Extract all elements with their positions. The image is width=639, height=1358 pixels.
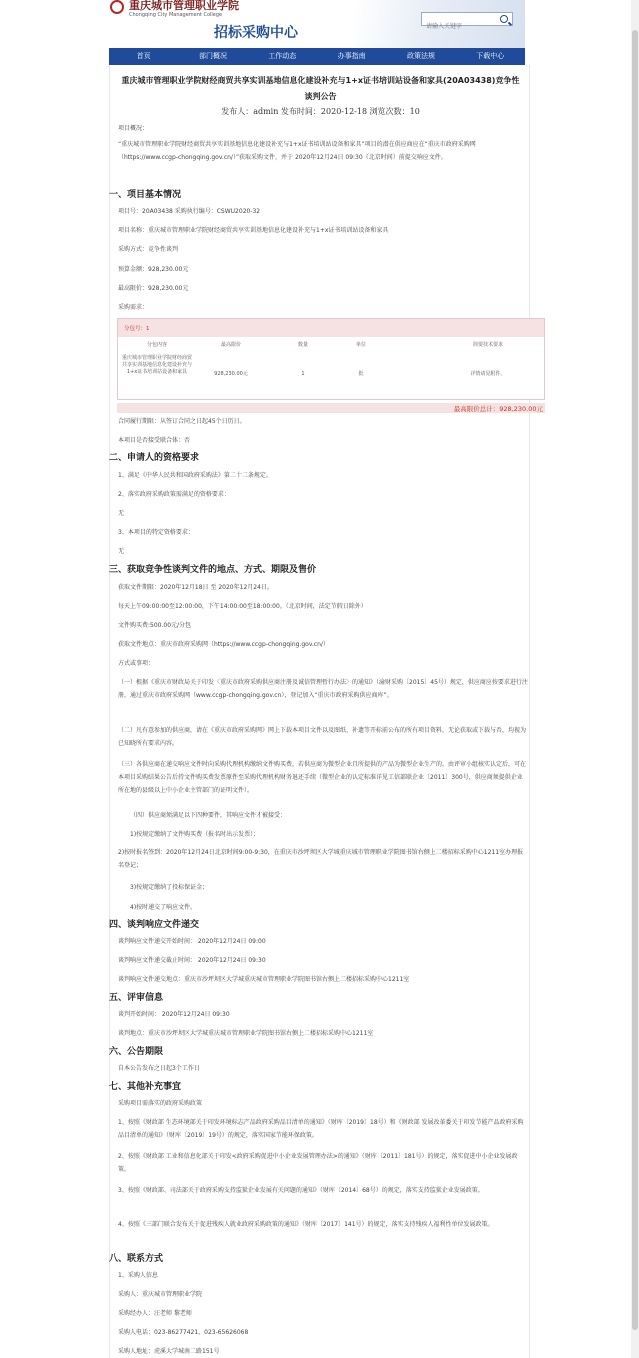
qualification-2: 2、落实政府采购政策需满足的资格要求：: [118, 491, 230, 498]
qualification-3-value: 无: [118, 548, 125, 555]
doc-hours: 每天上午09:00:00至12:00:00，下午14:00:00至18:00:00。（北京时间，法定节假日除外）: [118, 603, 367, 610]
table-cell-price: 928,230.00元: [214, 371, 248, 377]
overview-label: 项目概况：: [118, 125, 149, 132]
nav-item-home[interactable]: 首页: [136, 52, 151, 60]
article-title-line2: 谈判公告: [304, 92, 337, 101]
article-meta: 发布人：admin 发布时间：2020-12-18 浏览次数：10: [221, 107, 420, 116]
project-number: 项目号：20A03438 采购执行编号：CSWU2020-32: [118, 208, 261, 215]
section-2-heading: 二、申请人的资格要求: [109, 453, 200, 463]
main-nav: [109, 48, 525, 65]
site-title: 招标采购中心: [214, 25, 298, 41]
total-row: [117, 403, 545, 413]
consortium-note: 本项目是否接受联合体：否: [118, 437, 191, 444]
procurement-method: 采购方式：竞争性谈判: [118, 246, 179, 253]
policy-intro: 采购项目需落实的政府采购政策: [118, 1100, 203, 1107]
project-name: 项目名称：重庆城市管理职业学院财经商贸共享实训基地信息化建设补充与1+x证书培训站设备和家具: [118, 227, 389, 234]
search-box: [421, 12, 513, 26]
submission-location: 谈判响应文件递交地点：重庆市沙坪坝区大学城重庆城市管理职业学院图书馆右侧上二楼招标采购中心1211室: [118, 976, 410, 983]
package-row: [118, 319, 544, 337]
table-cell-unit: 批: [358, 371, 364, 377]
requirement-2: 2)按时报名签到：2020年12月24日北京时间9:00-9:30，在重庆市沙坪坝区大学城重庆城市管理职业学院图书馆右侧上二楼招标采购中心1211室办理报名登记；: [118, 849, 524, 869]
nav-item-policy[interactable]: 政策法规: [406, 52, 435, 60]
college-logo-en: Chongqing City Management College: [129, 12, 223, 18]
doc-fee: 文件购买费:500.00元/分包: [118, 622, 192, 629]
policy-4: 4、按照《三部门联合发布关于促进残疾人就业政府采购政策的通知》（财库〔2017〕141号）的规定，落实支持残疾人福利性单位发展政策。: [118, 1221, 494, 1228]
nav-item-news[interactable]: 工作动态: [268, 52, 297, 60]
policy-2: 2、按照《财政部 工业和信息化部关于印发<政府采购促进中小企业发展管理办法>的通知》（财库〔2011〕181号）的规定，落实促进中小企业发展政策。: [118, 1153, 518, 1173]
negotiation-location: 谈判地点：重庆市沙坪坝区大学城重庆城市管理职业学院图书馆右侧上二楼招标采购中心1211室: [118, 1030, 374, 1037]
method-item-2: （二）凡有意参加的供应商，请在《重庆市政府采购网》网上下载本项目文件以及图纸、补遗等开标前公布的所有项目资料，无论获取或下载与否，均视为已知晓所有要求内容。: [118, 727, 527, 747]
article-title: [110, 73, 530, 105]
notice-period: 自本公告发布之日起3个工作日: [118, 1065, 200, 1072]
nav-item-about[interactable]: 部门概况: [198, 52, 227, 60]
page-scrollbar[interactable]: [631, 0, 639, 1358]
method-item-3: （三）各供应商在递交响应文件时向采购代理机构缴纳文件购买费，若供应商为微型企业且所提供的产品为微型企业生产的，由评审小组核实认定后，可在本项目采购结果公告后持文件购买费发票原件至采购代理机构财务退还手续（微型企业的认定标准详见工信部联企业〔2011〕300号，供应商须提供企业所在地的县级以上中小企业主管部门的证明文件）。: [118, 761, 527, 794]
doc-location: 获取文件地点：重庆市政府采购网（https://www.ccgp-chongqing.gov.cn/）: [118, 641, 329, 648]
table-header: 分包内容: [146, 342, 167, 348]
table-header: 数量: [297, 342, 308, 348]
purchaser-info-label: 1、采购人信息: [118, 1272, 158, 1279]
budget-amount: 预算金额：928,230.00元: [118, 266, 189, 273]
section-6-heading: 六、公告期限: [109, 1047, 164, 1057]
purchaser-phone: 采购人电话：023-86277421，023-65626068: [118, 1329, 249, 1336]
site-header: [109, 0, 525, 48]
requirement-1: 1)按规定缴纳了文件购买费（报名时出示发票）；: [130, 831, 260, 838]
package-label: 分包号：1: [124, 326, 150, 332]
scrollbar-thumb[interactable]: [632, 30, 638, 1330]
overview-paragraph: “重庆城市管理职业学院财经商贸共享实训基地信息化建设补充与1+x证书培训站设备和家具”项目的潜在供应商应在“重庆市政府采购网（https://www.ccgp-chongqing.gov.cn/）”获取采购文件，并于 2020年12月24日 09:30（北京时间）前提交响应文件。: [118, 141, 476, 161]
section-1-heading: 一、项目基本情况: [109, 190, 182, 200]
qualification-1: 1、满足《中华人民共和国政府采购法》第二十二条规定。: [118, 472, 272, 479]
negotiation-start: 谈判开始时间： 2020年12月24日 09:30: [118, 1011, 230, 1018]
purchaser-address: 采购人地址：虎溪大学城南二路151号: [118, 1348, 220, 1355]
submission-start: 谈判响应文件递交开始时间： 2020年12月24日 09:00: [118, 938, 266, 945]
section-8-heading: 八、联系方式: [109, 1254, 164, 1264]
qualification-3: 3、本项目的特定资格要求：: [118, 529, 194, 536]
section-5-heading: 五、评审信息: [109, 993, 164, 1003]
search-icon[interactable]: [500, 15, 508, 23]
college-seal-icon: [110, 0, 124, 14]
requirements-table: [117, 318, 545, 400]
doc-period: 获取文件期限：2020年12月18日 至 2020年12月24日。: [118, 584, 273, 591]
qualification-2-value: 无: [118, 510, 125, 517]
table-cell-qty: 1: [301, 371, 305, 377]
table-header: 单位: [355, 342, 366, 348]
method-item-4: （四）供应商须满足以下四种要件，其响应文件才被接受：: [130, 812, 287, 819]
requirement-3: 3)按规定缴纳了投标保证金；: [130, 884, 209, 891]
college-logo-text[interactable]: 重庆城市管理职业学院: [129, 0, 239, 12]
policy-1: 1、按照《财政部 生态环境部关于印发环境标志产品政府采购品目清单的通知》（财库〔2019〕18号）和《财政部 发展改革委关于印发节能产品政府采购品目清单的通知》（财库〔2019〕19号）的规定，落实国家节能环保政策。: [118, 1119, 524, 1139]
method-item-1: （一）根据《重庆市财政局关于印发〈重庆市政府采购供应商注册及诚信管理暂行办法〉的通知》（渝财采购〔2015〕45号）规定，供应商应按要求进行注册，通过重庆市政府采购网（www.ccgp-chongqing.gov.cn），登记加入“重庆市政府采购供应商库”。: [118, 679, 528, 699]
table-header: 最高限价: [220, 342, 241, 348]
table-cell-content: 重庆城市管理职业学院财经商贸共享实训基地信息化建设补充与1+x证书培训站设备和家具: [122, 355, 193, 375]
requirement-4: 4)按时递交了响应文件。: [130, 904, 197, 911]
table-header: 简要技术要求: [472, 342, 503, 348]
purchaser-name: 采购人：重庆城市管理职业学院: [118, 1291, 203, 1298]
total-max-price: 最高限价总计：928,230.00元: [453, 405, 543, 413]
section-4-heading: 四、谈判响应文件递交: [109, 920, 200, 930]
section-3-heading: 三、获取竞争性谈判文件的地点、方式、期限及售价: [109, 565, 317, 575]
contract-period: 合同履行期限：从签订合同之日起45个日历日。: [118, 418, 246, 425]
max-price: 最高限价：928,230.00元: [118, 285, 189, 292]
nav-item-guide[interactable]: 办事指南: [337, 52, 366, 60]
section-7-heading: 七、其他补充事宜: [109, 1082, 182, 1092]
doc-method-label: 方式或事项：: [118, 660, 155, 667]
nav-item-download[interactable]: 下载中心: [476, 52, 505, 60]
search-input[interactable]: [422, 21, 500, 33]
table-cell-spec: 详情请见附件。: [470, 371, 506, 377]
submission-deadline: 谈判响应文件递交截止时间： 2020年12月24日 09:30: [118, 957, 266, 964]
purchaser-contact: 采购经办人：汪老师 黎老师: [118, 1310, 192, 1317]
article-title-line1: 重庆城市管理职业学院财经商贸共享实训基地信息化建设补充与1+x证书培训站设备和家具(20A03438)竞争性: [121, 76, 520, 85]
requirements-label: 采购需求：: [118, 304, 149, 311]
policy-3: 3、按照《财政部、司法部关于政府采购支持监狱企业发展有关问题的通知》（财库〔2014〕68号）的规定，落实支持监狱企业发展政策。: [118, 1187, 484, 1194]
